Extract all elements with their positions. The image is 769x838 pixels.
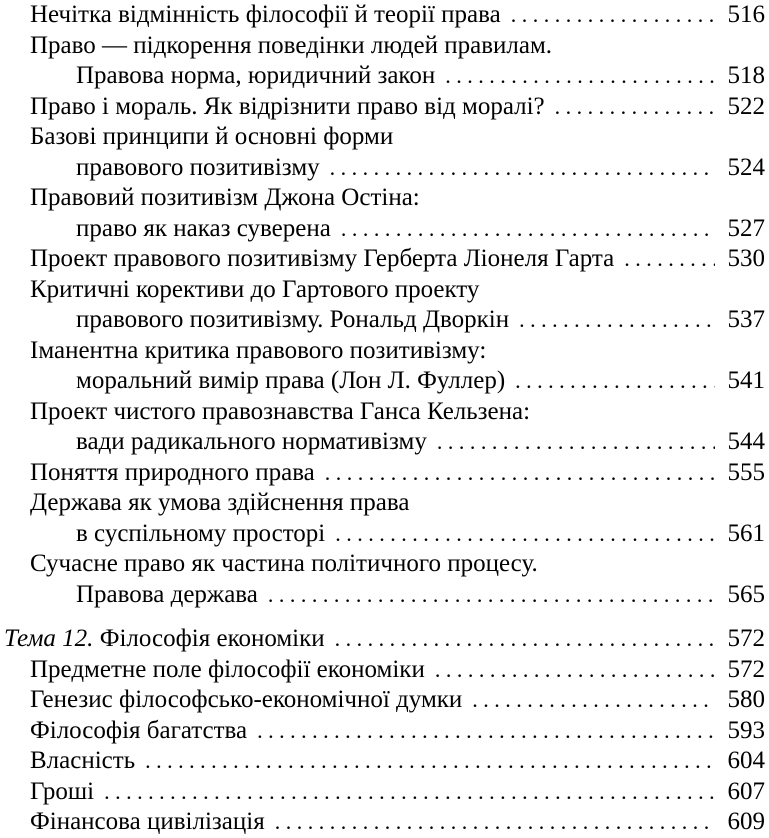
toc-entry-title: правового позитивізму xyxy=(76,153,320,181)
dot-leader xyxy=(325,458,715,489)
toc-entry-title: право як наказ суверена xyxy=(76,214,331,242)
toc-entry-title: моральний вимір права (Лон Л. Фуллер) xyxy=(76,367,506,394)
toc-page-number: 518 xyxy=(727,62,765,89)
toc-entry-title: Філософія багатства xyxy=(30,716,248,744)
toc-entry xyxy=(0,275,769,306)
toc-entry-continuation xyxy=(0,427,769,458)
toc-entry xyxy=(0,122,769,153)
dot-leader xyxy=(515,366,715,397)
toc-page-number: 593 xyxy=(727,716,765,744)
toc-entry-title: Сучасне право як частина політичного процесу. xyxy=(30,550,538,577)
toc-entry-continuation xyxy=(0,305,769,336)
dot-leader xyxy=(555,92,715,123)
toc-topic-heading xyxy=(0,624,769,655)
dot-leader xyxy=(624,244,715,275)
dot-leader xyxy=(257,716,715,747)
dot-leader xyxy=(437,427,715,458)
toc-entry-title: Власність xyxy=(30,747,136,774)
dot-leader xyxy=(268,580,715,611)
dot-leader xyxy=(330,153,715,184)
toc-entry-title: Право — підкорення поведінки людей правилам. xyxy=(30,31,553,59)
toc-topic-title xyxy=(4,624,325,655)
toc-entry-title: Гроші xyxy=(30,777,95,805)
toc-entry xyxy=(0,488,769,519)
toc-entry-title: в суспільному просторі xyxy=(76,519,326,547)
toc-page-number: 555 xyxy=(727,458,765,486)
toc-page-number: 527 xyxy=(727,214,765,242)
toc-entry xyxy=(0,746,769,777)
dot-leader xyxy=(104,777,715,808)
dot-leader xyxy=(511,0,715,31)
toc-page-number: 516 xyxy=(727,1,765,28)
toc-section-after xyxy=(0,655,769,838)
toc-entry-title: Нечітка відмінність філософії й теорії права xyxy=(30,1,501,28)
toc-entry xyxy=(0,807,769,838)
toc-page-number: 607 xyxy=(727,777,765,805)
toc-entry-title: Правовий позитивізм Джона Остіна: xyxy=(30,184,420,211)
toc-entry-continuation xyxy=(0,214,769,245)
toc-entry xyxy=(0,244,769,275)
toc-entry-title: Право і мораль. Як відрізнити право від моралі? xyxy=(30,92,545,120)
dot-leader xyxy=(275,807,715,838)
toc-entry-continuation xyxy=(0,366,769,397)
toc-entry-continuation xyxy=(0,61,769,92)
toc-page-number: 572 xyxy=(727,655,765,683)
dot-leader xyxy=(335,624,715,655)
toc-entry-title: Генезис філософсько-економічної думки xyxy=(30,686,463,713)
toc-entry-title: вади радикального нормативізму xyxy=(76,428,427,455)
toc-entry xyxy=(0,183,769,214)
toc-entry-title: Критичні корективи до Гартового проекту xyxy=(30,275,480,303)
dot-leader xyxy=(435,655,715,686)
toc-entry-title: Проект правового позитивізму Герберта Ліонеля Гарта xyxy=(30,245,615,272)
toc-entry xyxy=(0,397,769,428)
toc-entry-title: Фінансова цивілізація xyxy=(30,808,265,835)
toc-entry-title: Іманентна критика правового позитивізму: xyxy=(30,336,487,364)
toc-page-number: 565 xyxy=(727,580,765,608)
toc-page-number: 580 xyxy=(727,686,765,713)
section-gap xyxy=(0,610,769,624)
toc-entry xyxy=(0,31,769,62)
dot-leader xyxy=(472,685,715,716)
toc-entry-title: Предметне поле філософії економіки xyxy=(30,655,425,683)
toc-page-number: 522 xyxy=(727,92,765,120)
dot-leader xyxy=(145,746,715,777)
dot-leader xyxy=(341,214,715,245)
toc-entry xyxy=(0,549,769,580)
dot-leader xyxy=(519,305,715,336)
toc-entry-title: Проект чистого правознавства Ганса Кельзена: xyxy=(30,397,531,425)
toc-entry xyxy=(0,336,769,367)
toc-page-number: 541 xyxy=(727,367,765,394)
toc-entry xyxy=(0,777,769,808)
topic-prefix: Тема 12. xyxy=(4,625,94,652)
toc-page-number: 530 xyxy=(727,245,765,272)
toc-entry xyxy=(0,458,769,489)
toc-entry-continuation xyxy=(0,153,769,184)
toc-entry-title: Держава як умова здійснення права xyxy=(30,489,410,516)
toc-entry xyxy=(0,716,769,747)
toc-entry-title: Базові принципи й основні форми xyxy=(30,123,394,150)
toc-entry xyxy=(0,685,769,716)
toc-entry-title: Правова держава xyxy=(76,580,258,608)
toc-entry-title: Правова норма, юридичний закон xyxy=(76,62,436,89)
toc-page-number: 572 xyxy=(727,625,765,652)
toc-page-number: 604 xyxy=(727,747,765,774)
toc-page-number: 524 xyxy=(727,153,765,181)
toc-entry-continuation xyxy=(0,580,769,611)
toc-entry xyxy=(0,0,769,31)
topic-title: Філософія економіки xyxy=(99,625,325,652)
toc-entry xyxy=(0,92,769,123)
toc-entry-title: правового позитивізму. Рональд Дворкін xyxy=(76,306,510,333)
toc-entry-title: Поняття природного права xyxy=(30,458,315,486)
toc-page-number: 537 xyxy=(727,306,765,333)
toc-entry-continuation xyxy=(0,519,769,550)
toc-page-number: 561 xyxy=(727,519,765,547)
dot-leader xyxy=(335,519,715,550)
dot-leader xyxy=(445,61,715,92)
toc-entry xyxy=(0,655,769,686)
toc-page-number: 544 xyxy=(727,428,765,455)
toc-page-number: 609 xyxy=(727,808,765,835)
